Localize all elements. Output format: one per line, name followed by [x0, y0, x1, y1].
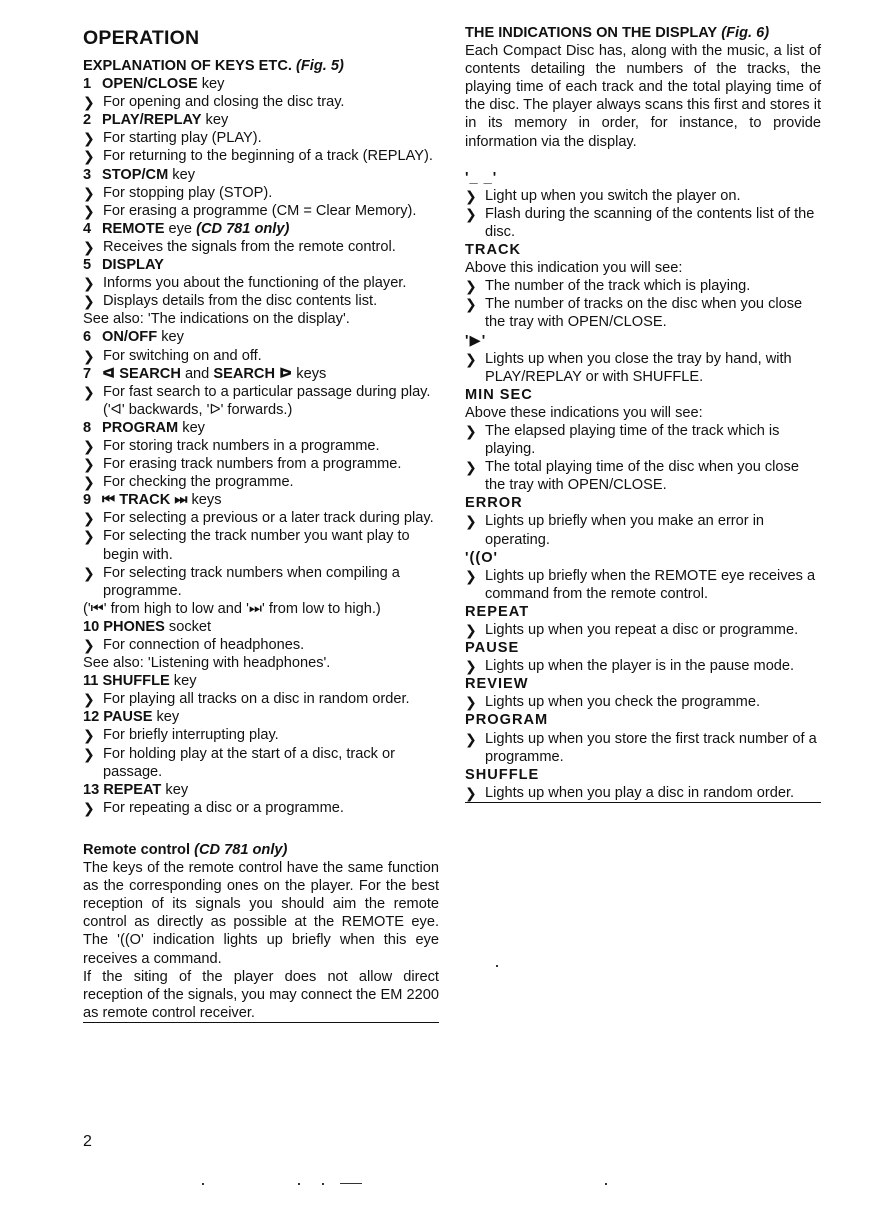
key-type: socket: [164, 618, 212, 635]
key-model-note: (CD 781 only): [196, 220, 290, 237]
key-name: REMOTE: [102, 220, 165, 237]
indications-list: [465, 169, 821, 803]
key-name: SHUFFLE: [102, 673, 170, 690]
remote-paragraph-2: If the siting of the player does not allow direct reception of the signals, you may connect the EM 2200 as remote control receiver.: [83, 968, 439, 1023]
bullet-marker: ❯: [83, 510, 95, 527]
key-entry-heading: [83, 256, 439, 274]
bullet-item: [465, 621, 821, 639]
bullet-item: [83, 726, 439, 744]
key-number: 5: [83, 257, 92, 274]
bullet-item: [465, 693, 821, 711]
bullet-item: [83, 564, 439, 600]
bullet-marker: ❯: [465, 350, 477, 367]
bullet-text: Lights up when you repeat a disc or programme.: [485, 622, 799, 638]
key-entry-heading: [83, 111, 439, 129]
keys-list: [83, 75, 439, 817]
bullet-marker: ❯: [83, 238, 95, 255]
indication-label: '_ _': [465, 169, 498, 186]
bullet-item: [83, 799, 439, 817]
indication-label: SHUFFLE: [465, 766, 540, 783]
bullet-text: Informs you about the functioning of the player.: [103, 275, 407, 292]
key-entry-heading: [83, 491, 439, 509]
bullet-item: [465, 567, 821, 603]
key-number: 8: [83, 419, 92, 436]
key-entry-heading: [83, 365, 439, 383]
bullet-marker: ❯: [465, 187, 477, 204]
bullet-text: For returning to the beginning of a track (REPLAY).: [103, 148, 433, 165]
key-number: 10: [83, 618, 100, 635]
key-number: 9: [83, 492, 92, 509]
key-type: keys: [292, 365, 327, 382]
indication-label: REPEAT: [465, 603, 530, 620]
bullet-marker: ❯: [83, 528, 95, 545]
display-indications: [465, 24, 821, 803]
bullet-text: Displays details from the disc contents list.: [103, 293, 378, 310]
key-see-also: See also: 'The indications on the display'.: [83, 311, 350, 328]
scan-speck: [340, 1183, 362, 1184]
bullet-marker: ❯: [465, 459, 477, 476]
indication-label: PROGRAM: [465, 712, 549, 729]
key-number: 2: [83, 112, 92, 129]
bullet-marker: ❯: [465, 278, 477, 295]
indication-intro: Above these indications you will see:: [465, 404, 703, 421]
key-name: PAUSE: [103, 709, 153, 726]
bullet-text: For playing all tracks on a disc in random order.: [103, 691, 410, 708]
keys-explanation: [83, 57, 439, 1023]
bullet-marker: ❯: [465, 422, 477, 439]
bullet-item: [83, 274, 439, 292]
bullet-item: [83, 455, 439, 473]
bullet-text: Lights up when you check the programme.: [485, 694, 761, 711]
bullet-text: Lights up when you store the first track number of a programme.: [485, 730, 817, 765]
right-column: [465, 24, 821, 803]
key-entry-heading: [83, 220, 439, 238]
bullet-marker: ❯: [465, 784, 477, 801]
bullet-item: [83, 347, 439, 365]
bullet-text: Receives the signals from the remote control.: [103, 238, 396, 255]
bullet-item: [83, 147, 439, 165]
bullet-text: The number of tracks on the disc when you close the tray with OPEN/CLOSE.: [485, 296, 803, 331]
bullet-text: For selecting a previous or a later track during play.: [103, 510, 434, 527]
bullet-item: [83, 202, 439, 220]
bullet-marker: ❯: [83, 437, 95, 454]
key-name: OPEN/CLOSE: [102, 76, 198, 93]
bullet-marker: ❯: [83, 184, 95, 201]
key-type: key: [157, 329, 184, 346]
key-name: ᐊ SEARCH: [102, 365, 181, 382]
remote-heading: Remote control (CD 781 only): [83, 841, 288, 858]
bullet-text: The elapsed playing time of the track which is playing.: [485, 422, 780, 458]
bullet-text: The number of the track which is playing.: [485, 278, 751, 295]
key-entry-heading: [83, 672, 439, 690]
key-name: SEARCH ᐅ: [213, 365, 293, 382]
bullet-marker: ❯: [83, 691, 95, 708]
key-entry-heading: [83, 618, 439, 636]
key-number: 11: [83, 673, 99, 690]
bullet-item: [83, 527, 439, 563]
bullet-item: [83, 473, 439, 491]
bullet-text: Flash during the scanning of the contents list of the disc.: [485, 205, 815, 240]
bullet-text: Lights up briefly when you make an error in operating.: [485, 513, 765, 548]
bullet-text: Lights up briefly when the REMOTE eye receives a command from the remote control.: [485, 567, 816, 602]
bullet-item: [83, 292, 439, 310]
key-name: ON/OFF: [102, 329, 158, 346]
key-name: PLAY/REPLAY: [102, 112, 202, 129]
bullet-marker: ❯: [465, 513, 477, 530]
display-intro: Each Compact Disc has, along with the music, a list of contents detailing the numbers of the tracks, the playing time of each track and the total playing time of the disc. The player always scans this first and stores it in its memory in order, for instance, to provide information via the display.: [465, 43, 821, 150]
bullet-text: The total playing time of the disc when you close the tray with OPEN/CLOSE.: [485, 459, 799, 494]
key-number: 13: [83, 781, 100, 798]
bullet-item: [465, 187, 821, 205]
bullet-marker: ❯: [83, 130, 95, 147]
indication-label: REVIEW: [465, 676, 529, 693]
bullet-item: [83, 184, 439, 202]
key-type: key: [161, 781, 189, 798]
key-name: PROGRAM: [102, 419, 179, 436]
bullet-text: For holding play at the start of a disc, track or passage.: [103, 745, 396, 780]
bullet-item: [83, 383, 439, 419]
scan-speck: [202, 1183, 204, 1185]
bullet-item: [83, 745, 439, 781]
key-entry-heading: [83, 328, 439, 346]
key-number: 1: [83, 76, 92, 93]
key-entry-heading: [83, 419, 439, 437]
bullet-item: [465, 277, 821, 295]
bullet-text: Lights up when the player is in the pause mode.: [485, 658, 795, 675]
bullet-text: Lights up when you close the tray by hand, with PLAY/REPLAY or with SHUFFLE.: [485, 350, 792, 385]
scan-speck: [298, 1183, 300, 1185]
scan-speck: [605, 1183, 607, 1185]
bullet-text: For erasing track numbers from a programme.: [103, 456, 402, 473]
key-number: 3: [83, 166, 92, 183]
bullet-text: For selecting track numbers when compiling a programme.: [103, 564, 400, 599]
bullet-marker: ❯: [83, 202, 95, 219]
left-column: [83, 24, 439, 1023]
key-type: key: [197, 76, 225, 93]
key-entry-heading: [83, 781, 439, 799]
scan-speck: [496, 965, 498, 967]
bullet-text: For starting play (PLAY).: [103, 130, 262, 147]
keys-subtitle: EXPLANATION OF KEYS ETC. (Fig. 5): [83, 58, 344, 74]
indication-label: ERROR: [465, 495, 523, 512]
remote-paragraph-1: The keys of the remote control have the same function as the corresponding ones on the player. For the best reception of its signals you should aim the remote control as directly as possible at the REMOTE eye. The '((O' indication lights up briefly when this eye receives a command.: [83, 860, 439, 967]
bullet-marker: ❯: [83, 727, 95, 744]
bullet-marker: ❯: [465, 622, 477, 638]
key-type: key: [152, 709, 180, 726]
bullet-text: For checking the programme.: [103, 474, 294, 491]
bullet-text: For selecting the track number you want play to begin with.: [103, 528, 410, 563]
bullet-marker: ❯: [465, 730, 477, 747]
indication-intro: Above this indication you will see:: [465, 260, 683, 277]
bullet-item: [83, 93, 439, 111]
indication-label: PAUSE: [465, 640, 520, 657]
key-type: key: [168, 166, 195, 183]
page-title: OPERATION: [83, 27, 200, 49]
key-entry-heading: [83, 166, 439, 184]
bullet-text: Light up when you switch the player on.: [485, 187, 741, 204]
indication-label: '▶': [465, 332, 487, 349]
bullet-item: [465, 422, 821, 458]
page-number: 2: [83, 1133, 92, 1150]
display-heading: THE INDICATIONS ON THE DISPLAY (Fig. 6): [465, 25, 770, 41]
bullet-text: For connection of headphones.: [103, 637, 305, 653]
bullet-marker: ❯: [83, 148, 95, 165]
bullet-item: [83, 690, 439, 708]
key-entry-heading: [83, 708, 439, 726]
bullet-item: [83, 238, 439, 256]
bullet-marker: ❯: [465, 694, 477, 711]
bullet-text: Lights up when you play a disc in random order.: [485, 784, 795, 801]
key-connector: and: [180, 365, 214, 382]
bullet-item: [465, 657, 821, 675]
key-see-also: See also: 'Listening with headphones'.: [83, 655, 331, 672]
key-number: 6: [83, 329, 92, 346]
key-name: STOP/CM: [102, 166, 169, 183]
bullet-marker: ❯: [465, 567, 477, 584]
bullet-marker: ❯: [83, 474, 95, 491]
indication-label: MIN SEC: [465, 386, 533, 403]
key-entry-heading: [83, 75, 439, 93]
bullet-marker: ❯: [83, 637, 95, 653]
bullet-marker: ❯: [83, 564, 95, 581]
key-type: key: [169, 673, 197, 690]
bullet-item: [465, 784, 821, 802]
key-number: 4: [83, 220, 92, 237]
key-see-also: ('⏮' from high to low and '⏭' from low to high.): [83, 600, 381, 617]
bullet-item: [465, 458, 821, 494]
key-name: PHONES: [103, 618, 165, 635]
key-number: 7: [83, 365, 92, 382]
bullet-text: For repeating a disc or a programme.: [103, 799, 344, 816]
bullet-marker: ❯: [83, 799, 95, 816]
bullet-text: For erasing a programme (CM = Clear Memory).: [103, 202, 417, 219]
bullet-marker: ❯: [465, 205, 477, 222]
scan-speck: [322, 1183, 324, 1185]
bullet-marker: ❯: [83, 456, 95, 473]
bullet-marker: ❯: [465, 296, 477, 313]
bullet-marker: ❯: [83, 94, 95, 111]
key-type: key: [201, 112, 229, 129]
key-name: DISPLAY: [102, 257, 164, 274]
indication-label: TRACK: [465, 242, 522, 259]
key-number: 12: [83, 709, 100, 726]
key-name: ⏮ TRACK ⏭: [102, 492, 188, 509]
bullet-item: [465, 295, 821, 331]
bullet-text: For opening and closing the disc tray.: [103, 94, 345, 111]
bullet-text: For switching on and off.: [103, 347, 262, 364]
bullet-item: [83, 437, 439, 455]
key-type: eye: [164, 220, 197, 237]
bullet-item: [83, 636, 439, 654]
bullet-item: [465, 205, 821, 241]
bullet-item: [83, 129, 439, 147]
bullet-item: [465, 730, 821, 766]
key-type: key: [178, 419, 205, 436]
key-name: REPEAT: [103, 781, 162, 798]
bullet-marker: ❯: [83, 383, 95, 400]
bullet-item: [465, 512, 821, 548]
indication-label: '((O': [465, 549, 499, 566]
bullet-text: For storing track numbers in a programme.: [103, 437, 380, 454]
bullet-marker: ❯: [83, 347, 95, 364]
bullet-item: [83, 509, 439, 527]
bullet-marker: ❯: [83, 745, 95, 762]
bullet-text: For stopping play (STOP).: [103, 184, 273, 201]
bullet-marker: ❯: [83, 275, 95, 292]
bullet-marker: ❯: [83, 293, 95, 310]
bullet-text: For fast search to a particular passage during play. ('ᐊ' backwards, 'ᐅ' forwards.): [103, 383, 431, 418]
bullet-text: For briefly interrupting play.: [103, 727, 279, 744]
bullet-item: [465, 350, 821, 386]
key-type: keys: [187, 492, 222, 509]
bullet-marker: ❯: [465, 658, 477, 675]
